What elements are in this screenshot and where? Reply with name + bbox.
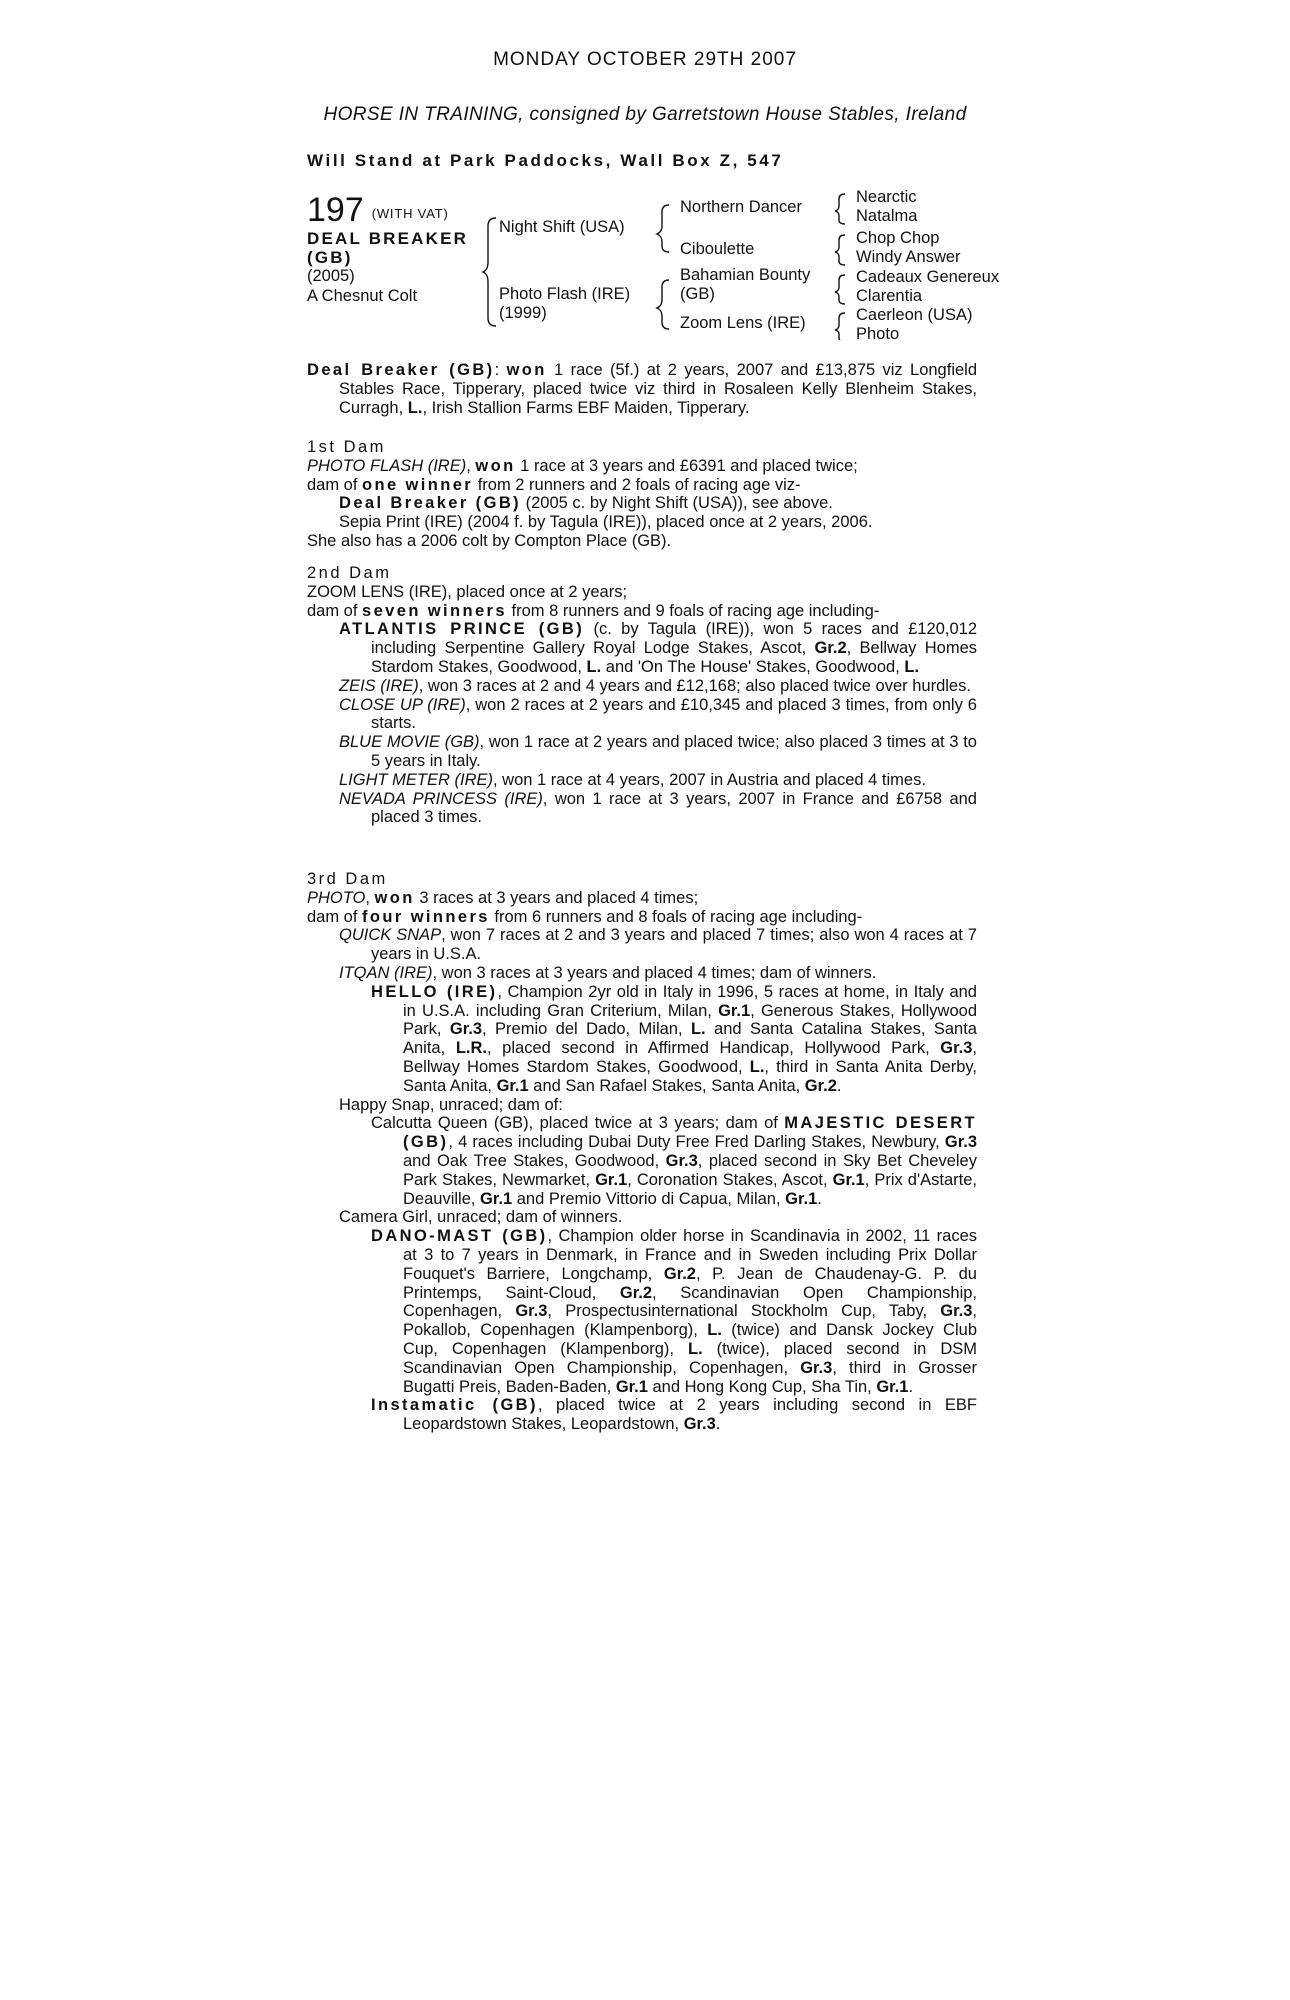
hello-listed-2: L. [749,1057,765,1076]
majestic-end: . [817,1189,822,1208]
first-dam-section: 1st Dam PHOTO FLASH (IRE), won 1 race at 3 years and £6391 and placed twice; dam of one winner from 2 runners and 2 foals of racing age viz- Deal Breaker (GB) (2005 c. by Night Shift (USA)), see above. Sepia Print (IRE) (2004 f. by Tagula (IRE)), placed once at 2 years, 2006. She also has a 2006 colt by Compton Place (GB). [307,438,977,551]
racing-listed: L. [407,398,423,417]
hello-text-b: , Generous Stakes, Hollywood Park, [403,1001,977,1039]
box-location: Will Stand at Park Paddocks, Wall Box Z, 547 [307,151,784,170]
dano-text-e: , Pokallob, Copenhagen (Klampenborg), [403,1302,977,1340]
sire-sire: Northern Dancer [680,198,802,216]
dam-dam: Zoom Lens (IRE) [680,314,806,332]
hello-grade-3: Gr.3 [940,1039,973,1058]
second-dam-of: dam of [307,601,363,620]
first-dam-runners: from 2 runners and 2 foals of racing age viz- [473,475,801,494]
blue-movie-text: , won 1 race at 2 years and placed twice; also placed 3 times at 3 to 5 years in Italy. [371,733,977,770]
dano-text-b: , P. Jean de Chaudenay-G. P. du Printemps, Saint-Cloud, [403,1264,977,1302]
hello-grade-4: Gr.1 [496,1076,529,1095]
gg-2: Natalma [856,207,918,225]
progeny-happy-snap: Happy Snap, unraced; dam of: [339,1095,563,1114]
dano-grade-5: Gr.3 [800,1358,833,1377]
hello-grade-5: Gr.2 [804,1076,837,1095]
dano-grade-7: Gr.1 [876,1377,909,1396]
majestic-text-b: , 4 races including Dubai Duty Free Fred Darling Stakes, Newbury, [448,1133,945,1152]
quick-snap-text: , won 7 races at 2 and 3 years and placed 7 times; also won 4 races at 7 years in U.S.A. [371,926,977,964]
second-dam-section [307,564,977,827]
progeny-light-meter: LIGHT METER (IRE) [339,770,494,789]
consignor-line: HORSE IN TRAINING, consigned by Garretstown House Stables, Ireland [323,104,967,125]
sale-date: MONDAY OCTOBER 29TH 2007 [493,49,797,70]
dano-text-i: and Hong Kong Cup, Sha Tin, [647,1377,877,1396]
progeny-itqan: ITQAN (IRE) [339,963,433,982]
gg-5: Cadeaux Genereux [856,268,1000,286]
dam-sire: Bahamian Bounty [680,266,811,284]
majestic-text-g: and Premio Vittorio di Capua, Milan, [512,1189,786,1208]
vat-label: (WITH VAT) [371,206,449,221]
dano-listed: L. [707,1321,722,1340]
hello-text-d: and Santa Catalina Stakes, Santa Anita, [403,1020,977,1058]
second-dam-winners: seven winners [362,601,507,620]
progeny-camera-girl: Camera Girl, unraced; dam of winners. [339,1208,623,1227]
hello-listed: L. [690,1020,706,1039]
progeny-deal-breaker-text: (2005 c. by Night Shift (USA)), see above. [521,494,833,513]
hello-text-a: , Champion 2yr old in Italy in 1996, 5 races at home, in Italy and in U.S.A. including Gran Criterium, Milan, [403,982,977,1020]
dano-grade-6: Gr.1 [615,1377,648,1396]
atlantis-listed: L. [586,657,602,676]
third-dam-winners: four winners [362,907,490,926]
progeny-deal-breaker: Deal Breaker (GB) [339,494,522,513]
hello-text-f: , Bellway Homes Stardom Stakes, Goodwood, [403,1039,977,1076]
progeny-quick-snap: QUICK SNAP [339,926,442,945]
hello-text-h: and San Rafael Stakes, Santa Anita, [528,1076,805,1095]
progeny-dano-mast: DANO-MAST (GB) [371,1227,548,1246]
third-dam-of: dam of [307,907,363,926]
gg-4: Windy Answer [856,248,961,266]
racing-won: won [506,361,547,379]
light-meter-text: , won 1 race at 4 years, 2007 in Austria and placed 4 times. [493,770,926,789]
hello-text-e: , placed second in Affirmed Handicap, Hollywood Park, [486,1039,941,1058]
second-dam-name: ZOOM LENS (IRE), placed once at 2 years; [307,582,628,601]
dano-listed-2: L. [687,1339,703,1358]
third-dam-runners: from 6 runners and 8 foals of racing age including- [489,907,863,926]
hello-text-g: , third in Santa Anita Derby, Santa Anita, [403,1057,977,1095]
majestic-grade-1: Gr.3 [944,1133,977,1152]
dano-grade-2: Gr.2 [619,1283,653,1302]
majestic-text-e: , Coronation Stakes, Ascot, [627,1170,833,1189]
racing-record [307,361,977,417]
progeny-instamatic: Instamatic (GB) [371,1396,538,1415]
dano-text-a: , Champion older horse in Scandinavia in 2002, 11 races at 3 to 7 years in Denmark, in France and in Sweden including Prix Dollar Fouquet's Barriere, Longchamp, [403,1227,977,1283]
horse-origin: (GB) [307,248,353,267]
first-dam-name: PHOTO FLASH (IRE) [307,456,467,475]
gg-3: Chop Chop [856,229,940,247]
dam-year: (1999) [499,304,547,322]
first-dam-of: dam of [307,475,363,494]
third-dam-name: PHOTO [307,888,366,907]
atlantis-text-a: (c. by Tagula (IRE)), won 5 races and £120,012 including Serpentine Gallery Royal Lodge Stakes, Ascot, [371,620,977,658]
horse-name: DEAL BREAKER [307,229,469,248]
gg-7: Caerleon (USA) [856,306,973,324]
third-dam-section: 3rd Dam PHOTO, won 3 races at 3 years and placed 4 times; dam of four winners from 6 runners and 8 foals of racing age including- QUICK SNAP, won 7 races at 2 and 3 years and placed 7 times; also won 4 races at 7 years in U.S.A. ITQAN (IRE), won 3 races at 3 years and placed 4 times; dam of winners. HELLO (IRE), Champion 2yr old in Italy in 1996, 5 races at home, in Italy and in U.S.A. including Gran Criterium, Milan, Gr.1, Generous Stakes, Hollywood Park, Gr.3, Premio del Dado, Milan, L. and Santa Catalina Stakes, Santa Anita, L.R., placed second in Affirmed Handicap, Hollywood Park, Gr.3, Bellway Homes Stardom Stakes, Goodwood, L., third in Santa Anita Derby, Santa Anita, Gr.1 and San Rafael Stakes, Santa Anita, Gr.2. Happy Snap, unraced; dam of: Calcutta Queen (GB), placed twice at 3 years; dam of MAJESTIC DESERT (GB), 4 races including Dubai Duty Free Fred Darling Stakes, Newbury, Gr.3 and Oak Tree Stakes, Goodwood, Gr.3, placed second in Sky Bet Cheveley Park Stakes, Newmarket, Gr.1, Coronation Stakes, Ascot, Gr.1, Prix d'Astarte, Deauville, Gr.1 and Premio Vittorio di Capua, Milan, Gr.1. Camera Girl, unraced; dam of winners. DANO-MAST (GB), Champion older horse in Scandinavia in 2002, 11 races at 3 to 7 years in Denmark, in France and in Sweden including Prix Dollar Fouquet's Barriere, Longchamp, Gr.2, P. Jean de Chaudenay-G. P. du Printemps, Saint-Cloud, Gr.2, Scandinavian Open Championship, Copenhagen, Gr.3, Prospectusinternational Stockholm Cup, Taby, Gr.3, Pokallob, Copenhagen (Klampenborg), L. (twice) and Dansk Jockey Club Cup, Copenhagen (Klampenborg), L. (twice), placed second in DSM Scandinavian Open Championship, Copenhagen, Gr.3, third in Grosser Bugatti Preis, Baden-Baden, Gr.1 and Hong Kong Cup, Sha Tin, Gr.1. Instamatic (GB), placed twice at 2 years including second in EBF Leopardstown Stakes, Leopardstown, Gr.3. [307,870,978,1434]
atlantis-text-c: and 'On The House' Stakes, Goodwood, [601,657,905,676]
dano-text-g: (twice), placed second in DSM Scandinavian Open Championship, Copenhagen, [403,1339,977,1377]
dano-end: . [908,1377,914,1396]
progeny-sepia-print: Sepia Print (IRE) (2004 f. by Tagula (IRE)), placed once at 2 years, 2006. [339,513,873,532]
lot-number-value: 197 [307,191,364,229]
progeny-close-up: CLOSE UP (IRE) [339,695,466,714]
horse-description: A Chesnut Colt [307,287,418,305]
sire-dam: Ciboulette [680,240,755,258]
hello-grade-1: Gr.1 [718,1001,751,1020]
racing-text-3: , Irish Stallion Farms EBF Maiden, Tipperary. [422,398,750,417]
majestic-grade-5: Gr.1 [480,1189,513,1208]
first-dam-heading: 1st Dam [307,438,386,456]
hello-listed-r: L.R. [455,1039,487,1058]
majestic-text-d: , placed second in Sky Bet Cheveley Park Stakes, Newmarket, [403,1151,977,1189]
progeny-atlantis-prince: ATLANTIS PRINCE (GB) [339,620,585,639]
gg-8: Photo [856,325,900,343]
second-dam-runners: from 8 runners and 9 foals of racing age including- [506,601,880,620]
majestic-text-c: and Oak Tree Stakes, Goodwood, [403,1151,666,1170]
dam-sire-origin: (GB) [680,285,715,303]
first-dam-won: won [475,456,516,475]
instamatic-end: . [715,1415,721,1434]
dano-grade-1: Gr.2 [663,1264,696,1283]
calcutta-queen-text: Calcutta Queen (GB), placed twice at 3 years; dam of [371,1114,785,1133]
majestic-grade-6: Gr.1 [785,1189,818,1208]
hello-end: . [836,1076,842,1095]
dano-text-f: (twice) and Dansk Jockey Club Cup, Copenhagen (Klampenborg), [403,1321,977,1358]
dano-text-d: , Prospectusinternational Stockholm Cup, Taby, [547,1302,941,1321]
hello-grade-2: Gr.3 [449,1020,483,1039]
atlantis-text-b: , Bellway Homes Stardom Stakes, Goodwood, [371,639,977,676]
pedigree-braces [0,0,1290,340]
third-dam-won: won [374,888,415,907]
progeny-hello: HELLO (IRE) [371,982,498,1001]
zeis-text: , won 3 races at 2 and 4 years and £12,168; also placed twice over hurdles. [418,676,971,695]
first-dam-text: 1 race at 3 years and £6391 and placed twice; [515,456,858,475]
first-dam-winners: one winner [362,475,474,494]
gg-1: Nearctic [856,188,917,206]
gg-6: Clarentia [856,287,923,305]
dano-grade-3: Gr.3 [515,1302,548,1321]
majestic-grade-3: Gr.1 [595,1170,628,1189]
majestic-grade-4: Gr.1 [832,1170,865,1189]
itqan-text: , won 3 races at 3 years and placed 4 times; dam of winners. [432,963,877,982]
hello-text-c: , Premio del Dado, Milan, [482,1020,691,1039]
racing-text-2: 1 race (5f.) at 2 years, 2007 and £13,875 viz Longfield Stables Race, Tipperary, placed twice viz third in Rosaleen Kelly Blenheim Stakes, Curragh, [339,361,977,417]
progeny-blue-movie: BLUE MOVIE (GB) [339,733,480,752]
progeny-zeis: ZEIS (IRE) [339,676,419,695]
majestic-text-f: , Prix d'Astarte, Deauville, [403,1170,977,1208]
third-dam-text: 3 races at 3 years and placed 4 times; [414,888,699,907]
sire: Night Shift (USA) [499,218,625,236]
second-dam-heading: 2nd Dam [307,564,392,582]
first-dam-also: She also has a 2006 colt by Compton Place (GB). [307,531,672,550]
horse-year: (2005) [307,267,355,285]
racing-horse-name: Deal Breaker (GB) [307,361,495,379]
instamatic-text: , placed twice at 2 years including second in EBF Leopardstown Stakes, Leopardstown, [403,1396,978,1434]
dano-text-h: , third in Grosser Bugatti Preis, Baden-Baden, [403,1358,977,1396]
close-up-text: , won 2 races at 2 years and £10,345 and placed 3 times, from only 6 starts. [371,695,977,733]
atlantis-listed-2: L. [904,657,920,676]
instamatic-grade: Gr.3 [683,1415,716,1434]
racing-text-1: : [494,361,507,379]
progeny-nevada-princess: NEVADA PRINCESS (IRE) [339,789,543,808]
dano-text-c: , Scandinavian Open Championship, Copenhagen, [403,1283,977,1321]
dam: Photo Flash (IRE) [499,285,631,303]
atlantis-grade: Gr.2 [814,639,847,658]
majestic-grade-2: Gr.3 [665,1151,698,1170]
progeny-majestic-desert: MAJESTIC DESERT (GB) [403,1114,977,1152]
third-dam-heading: 3rd Dam [307,870,388,888]
nevada-princess-text: , won 1 race at 3 years, 2007 in France and £6758 and placed 3 times. [371,789,977,827]
dano-grade-4: Gr.3 [940,1302,973,1321]
